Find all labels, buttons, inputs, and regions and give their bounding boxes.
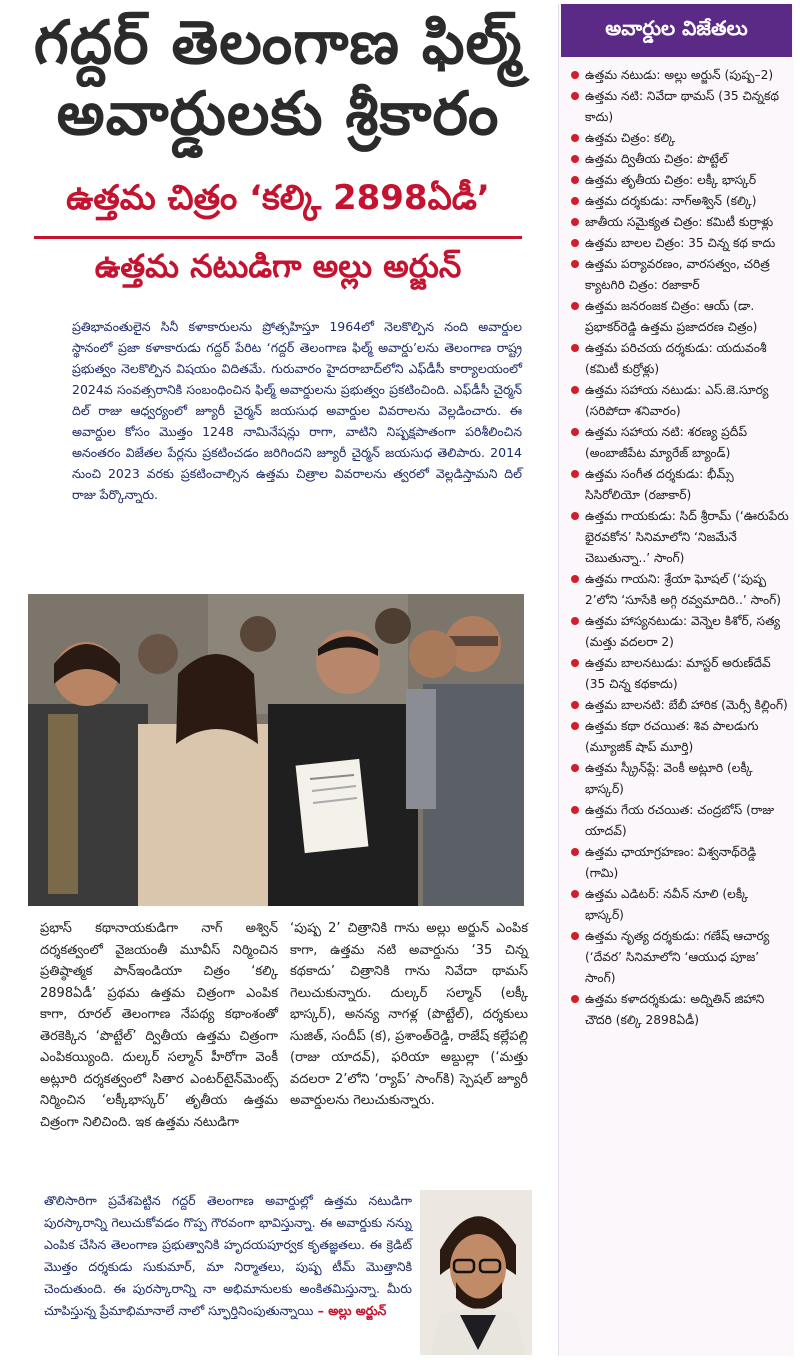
bullet-dot-icon: [571, 575, 579, 583]
bullet-dot-icon: [571, 722, 579, 730]
headline-line-2: అవార్డులకు శ్రీకారం: [56, 79, 500, 149]
award-text: ఉత్తమ తృతీయ చిత్రం: లక్కీ భాస్కర్: [585, 173, 757, 187]
bullet-dot-icon: [571, 239, 579, 247]
award-item: [569, 149, 790, 170]
body-column-1: ప్రభాస్ కథానాయకుడిగా నాగ్ అశ్విన్ దర్శకత్వంలో వైజయంతీ మూవీస్ నిర్మించిన ప్రతిష్ఠాత్మక పాన్‌ఇండియా చిత్రం ‘కల్కి 2898ఏడీ’ ప్రథమ ఉత్తమ చిత్రంగా ఎంపిక కాగా, రూరల్ తెలంగాణ నేపథ్య కథాంశంతో తెరకెక్కిన ‘పొట్టేల్’ ద్వితీయ ఉత్తమ చిత్రంగా ఎంపికయ్యింది. దుల్కర్ సల్మాన్ హీరోగా వెంకీ అట్లూరి దర్శకత్వంలో సితార ఎంటర్‌టైన్‌మెంట్స్ నిర్మించిన ‘లక్కీభాస్కర్’ తృతీయ ఉత్తమ చిత్రంగా నిలిచింది. ఇక ఉత్తమ నటుడిగా: [40, 921, 278, 1130]
award-text: ఉత్తమ గేయ రచయిత: చంద్రబోస్ (రాజు యాదవ్): [585, 803, 775, 838]
award-item: [569, 506, 790, 569]
award-item: [569, 191, 790, 212]
bullet-dot-icon: [571, 302, 579, 310]
award-text: ఉత్తమ ఎడిటర్: నవీన్ నూలి (లక్కీ భాస్కర్): [585, 887, 749, 922]
headline: [14, 8, 542, 149]
award-text: ఉత్తమ కళాదర్శకుడు: అద్నితిన్ జిహాని చౌదరి (కల్కి 2898ఏడీ): [585, 992, 765, 1027]
bullet-dot-icon: [571, 764, 579, 772]
award-item: [569, 464, 790, 506]
award-item: [569, 926, 790, 989]
subheadline-best-film: ఉత్తమ చిత్రం ‘కల్కి 2898ఏడీ’: [66, 178, 490, 218]
award-item: [569, 212, 790, 233]
award-item: [569, 233, 790, 254]
award-item: [569, 254, 790, 296]
subheadline-best-actor: ఉత్తమ నటుడిగా అల్లు అర్జున్: [94, 247, 462, 285]
quote-text: తొలిసారిగా ప్రవేశపెట్టిన గద్దర్ తెలంగాణ అవార్డుల్లో ఉత్తమ నటుడిగా పురస్కారాన్ని గెలుచుకోవడం గొప్ప గౌరవంగా భావిస్తున్నా. ఈ అవార్డుకు నన్ను ఎంపిక చేసిన తెలంగాణ ప్రభుత్వానికి హృదయపూర్వక కృతజ్ఞతలు. ఈ క్రెడిట్ మొత్తం దర్శకుడు సుకుమార్, మా నిర్మాతలు, పుష్ప టీమ్ మొత్తానికి చెందుతుంది. ఈ పురస్కారాన్ని నా అభిమానులకు అంకితమిస్తున్నా. మీరు చూపిస్తున్న ప్రేమాభిమానాలే నాలో స్ఫూర్తినింపుతున్నాయి: [44, 1193, 412, 1318]
award-item: [569, 86, 790, 128]
winners-list: [559, 57, 794, 1031]
bullet-dot-icon: [571, 701, 579, 709]
award-text: ఉత్తమ దర్శకుడు: నాగ్‌అశ్విన్ (కల్కి): [585, 194, 757, 208]
award-item: [569, 422, 790, 464]
bullet-dot-icon: [571, 386, 579, 394]
award-text: ఉత్తమ బాలనటుడు: మాస్టర్ అరుణ్‌దేవ్ (35 చిన్న కథకాదు): [585, 656, 771, 691]
award-text: ఉత్తమ జనరంజక చిత్రం: ఆయ్ (డా. ప్రభాకర్‌రెడ్డి ఉత్తమ ప్రజాదరణ చిత్రం): [585, 299, 758, 334]
body-column-2: ‘పుష్ప 2’ చిత్రానికి గాను అల్లు అర్జున్ ఎంపిక కాగా, ఉత్తమ నటి అవార్డును ‘35 చిన్న కథకాదు’ చిత్రానికి గాను నివేదా థామస్ గెలుచుకున్నారు. దుల్కర్ సల్మాన్ (లక్కీ భాస్కర్), అనన్య నాగళ్ల (పొట్టేల్), దర్శకులు సుజిత్, సందీప్ (క), ప్రశాంత్‌రెడ్డి, రాజేష్ కల్లేపల్లి (రాజు యాదవ్), ఫరియా అబ్దుల్లా (‘మత్తు వదలరా 2’లోని ‘ర్యాప్’ సాంగ్‌కి) స్పెషల్ జ్యూరీ అవార్డులను గెలుచుకున్నారు.: [290, 921, 528, 1108]
award-text: ఉత్తమ ద్వితీయ చిత్రం: పొట్టేల్: [585, 152, 728, 166]
bullet-dot-icon: [571, 932, 579, 940]
award-text: ఉత్తమ స్క్రీన్‌ప్లే: వెంకీ అట్లూరి (లక్కీ భాస్కర్): [585, 761, 753, 796]
bullet-dot-icon: [571, 176, 579, 184]
bullet-dot-icon: [571, 995, 579, 1003]
award-text: ఉత్తమ సహాయ నటి: శరణ్య ప్రదీప్ (అంబాజీపేట మ్యారేజ్ బ్యాండ్): [585, 425, 748, 460]
award-item: [569, 695, 790, 716]
bullet-dot-icon: [571, 512, 579, 520]
award-text: ఉత్తమ బాలనటి: బేబీ హారిక (మెర్సీ కిల్లింగ్): [585, 698, 788, 712]
bullet-dot-icon: [571, 617, 579, 625]
quote-author: – అల్లు అర్జున్: [313, 1303, 387, 1318]
bullet-dot-icon: [571, 134, 579, 142]
bullet-dot-icon: [571, 848, 579, 856]
allu-arjun-quote: [44, 1190, 412, 1322]
article-column: [14, 6, 542, 293]
headline-line-1: గద్దర్ తెలంగాణ ఫిల్మ్: [33, 8, 523, 78]
bullet-dot-icon: [571, 470, 579, 478]
bullet-dot-icon: [571, 344, 579, 352]
bullet-dot-icon: [571, 92, 579, 100]
award-text: ఉత్తమ నటుడు: అల్లు అర్జున్ (పుష్ప–2): [585, 68, 774, 82]
bullet-dot-icon: [571, 155, 579, 163]
award-text: జాతీయ సమైక్యత చిత్రం: కమిటీ కుర్రాళ్లు: [585, 215, 774, 229]
bullet-dot-icon: [571, 428, 579, 436]
award-text: ఉత్తమ నృత్య దర్శకుడు: గణేష్ ఆచార్య (‘దేవర’ సినిమాలోని ‘ఆయుధ పూజ’ సాంగ్): [585, 929, 770, 985]
bullet-dot-icon: [571, 71, 579, 79]
award-item: [569, 716, 790, 758]
allu-arjun-portrait: [420, 1190, 532, 1355]
award-text: ఉత్తమ పరిచయ దర్శకుడు: యదువంశీ (కమిటీ కుర్రోళ్లు): [585, 341, 767, 376]
award-text: ఉత్తమ చిత్రం: కల్కి: [585, 131, 676, 145]
award-item: [569, 569, 790, 611]
bullet-dot-icon: [571, 890, 579, 898]
divider: [34, 236, 522, 239]
award-text: ఉత్తమ నటి: నివేదా థామస్ (35 చిన్నకథ కాదు): [585, 89, 779, 124]
award-item: [569, 296, 790, 338]
award-item: [569, 380, 790, 422]
award-announcement-photo: [28, 594, 524, 906]
award-item: [569, 611, 790, 653]
award-text: ఉత్తమ ఛాయాగ్రహణం: విశ్వనాథ్‌రెడ్డి (గామి): [585, 845, 757, 880]
bullet-dot-icon: [571, 659, 579, 667]
award-item: [569, 758, 790, 800]
award-text: ఉత్తమ సహాయ నటుడు: ఎస్.జె.సూర్య (సరిపోదా శనివారం): [585, 383, 769, 418]
group-photo-illustration: [28, 594, 524, 906]
winners-sidebar: [558, 4, 794, 1356]
award-text: ఉత్తమ హాస్యనటుడు: వెన్నెల కిశోర్, సత్య (మత్తు వదలరా 2): [585, 614, 781, 649]
bullet-dot-icon: [571, 218, 579, 226]
award-item: [569, 338, 790, 380]
award-item: [569, 800, 790, 842]
award-text: ఉత్తమ బాలల చిత్రం: 35 చిన్న కథ కాదు: [585, 236, 776, 250]
intro-paragraph: ప్రతిభావంతులైన సినీ కళాకారులను ప్రోత్సహిస్తూ 1964లో నెలకొల్పిన నంది అవార్డుల స్థానంలో ప్రజా కళాకారుడు గద్దర్ పేరిట ‘గద్దర్ తెలంగాణ ఫిల్మ్ అవార్డు’లను తెలంగాణ రాష్ట్ర ప్రభుత్వం నెలకొల్పిన విషయం విదితమే. గురువారం హైదరాబాద్‌లోని ఎఫ్‌డీసీ కార్యాలయంలో 2024వ సంవత్సరానికి సంబంధించిన ఫిల్మ్ అవార్డులను ప్రభుత్వం ప్రకటించింది. ఎఫ్‌డీసీ చైర్మన్ దిల్ రాజు ఆధ్వర్యంలో జ్యూరీ చైర్మన్ జయసుధ అవార్డుల వివరాలను వెల్లడించారు. ఈ అవార్డుల కోసం మొత్తం 1248 నామినేషన్లు రాగా, వాటిని నిష్పక్షపాతంగా పరిశీలించిన అనంతరం విజేతల పేర్లను ప్రకటించడం జరిగిందని జ్యూరీ చైర్మన్ జయసుధ తెలిపారు. 2014 నుంచి 2023 వరకు ప్రకటించాల్సిన ఉత్తమ చిత్రాల వివరాలను త్వరలో వెల్లడిస్తామని దిల్ రాజు పేర్కొన్నారు.: [72, 319, 522, 502]
award-item: [569, 989, 790, 1031]
award-text: ఉత్తమ గాయకుడు: సిద్ శ్రీరామ్ (‘ఊరుపేరు భైరవకోన’ సినిమాలోని ‘నిజమేనే చెబుతున్నా..’ సాంగ్): [585, 509, 789, 565]
award-text: ఉత్తమ సంగీత దర్శకుడు: భీమ్స్ సిసిరోలియో (రజాకార్): [585, 467, 734, 502]
award-text: ఉత్తమ కథా రచయిత: శివ పాలడుగు (మ్యూజిక్ షాప్ మూర్తి): [585, 719, 759, 754]
award-item: [569, 128, 790, 149]
sidebar-title: అవార్డుల విజేతలు: [561, 4, 792, 57]
bullet-dot-icon: [571, 197, 579, 205]
portrait-illustration: [420, 1190, 532, 1355]
award-text: ఉత్తమ గాయని: శ్రేయా ఘోషల్ (‘పుష్ప 2’లోని ‘సూసేకి అగ్గి రవ్వమాదిరి..’ సాంగ్): [585, 572, 782, 607]
award-text: ఉత్తమ పర్యావరణం, వారసత్వం, చరిత్ర క్యాటగిరి చిత్రం: రజాకార్: [585, 257, 770, 292]
bullet-dot-icon: [571, 260, 579, 268]
award-item: [569, 842, 790, 884]
award-item: [569, 884, 790, 926]
award-item: [569, 653, 790, 695]
award-item: [569, 170, 790, 191]
award-item: [569, 65, 790, 86]
bullet-dot-icon: [571, 806, 579, 814]
